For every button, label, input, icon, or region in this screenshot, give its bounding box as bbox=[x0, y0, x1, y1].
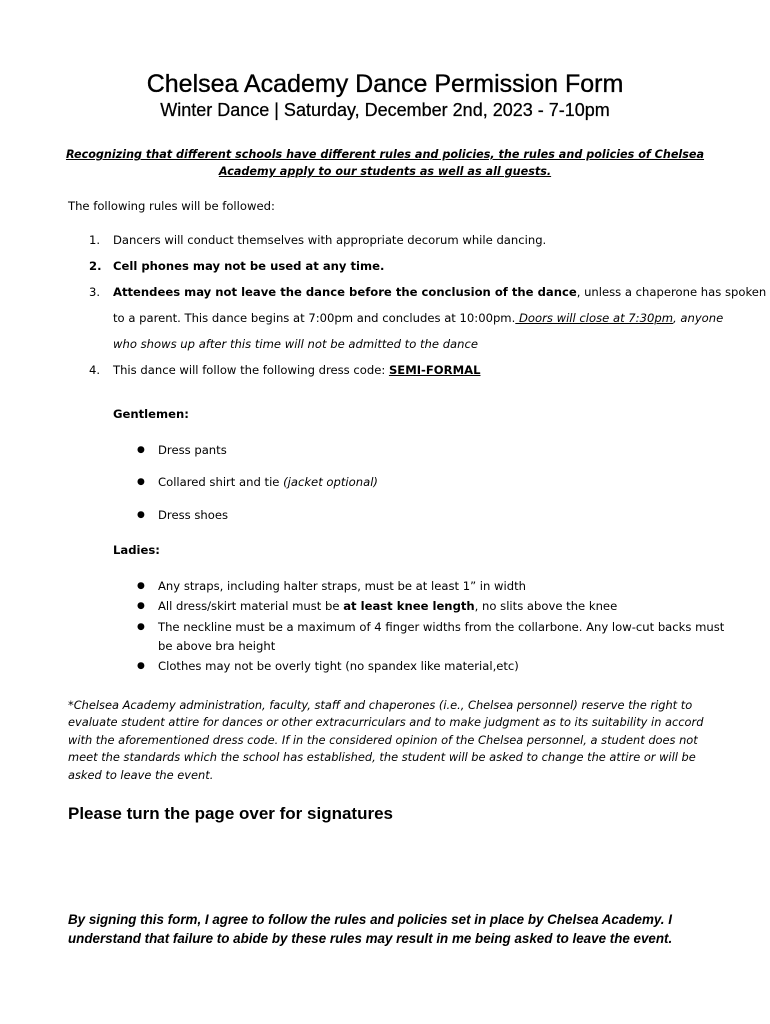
rule-2-number: 2. bbox=[89, 259, 102, 273]
bullet-icon: ● bbox=[137, 601, 145, 611]
gentlemen-item-2-text: Collared shirt and tie bbox=[158, 475, 284, 489]
rule-3-line-2 bbox=[113, 311, 723, 325]
rules-intro: The following rules will be followed: bbox=[68, 199, 275, 213]
rule-4-line bbox=[113, 363, 480, 377]
rule-1-text: Dancers will conduct themselves with appropriate decorum while dancing. bbox=[113, 233, 547, 247]
bullet-icon: ● bbox=[137, 581, 145, 591]
gentlemen-heading: Gentlemen: bbox=[113, 407, 189, 421]
rule-3-doors-close: Doors will close at 7:30pm bbox=[515, 311, 673, 325]
rule-3-line-1 bbox=[113, 285, 766, 299]
gentlemen-item-2 bbox=[158, 475, 378, 489]
ladies-item-2 bbox=[158, 599, 617, 613]
page-subtitle: Winter Dance | Saturday, December 2nd, 2023 - 7-10pm bbox=[160, 100, 610, 120]
policy-notice: Recognizing that different schools have different rules and policies, the rules and policies of Chelsea Academy apply to our students as well as all guests. bbox=[65, 148, 705, 178]
rule-3-bold: Attendees may not leave the dance before the conclusion of the dance bbox=[113, 285, 577, 299]
bullet-icon: ● bbox=[137, 622, 145, 632]
page-title: Chelsea Academy Dance Permission Form bbox=[146, 70, 624, 98]
rule-3-number: 3. bbox=[89, 285, 101, 299]
rule-3-rest: , unless a chaperone has spoken bbox=[576, 285, 767, 299]
gentlemen-item-1: Dress pants bbox=[158, 443, 227, 457]
ladies-item-2-c: , no slits above the knee bbox=[474, 599, 618, 613]
bullet-icon: ● bbox=[137, 661, 145, 671]
rule-4-number: 4. bbox=[89, 363, 101, 377]
bullet-icon: ● bbox=[137, 477, 145, 487]
ladies-heading: Ladies: bbox=[113, 543, 160, 557]
rule-2-text: Cell phones may not be used at any time. bbox=[113, 259, 385, 273]
ladies-item-1: Any straps, including halter straps, must be at least 1” in width bbox=[158, 579, 527, 593]
agreement-statement: By signing this form, I agree to follow the rules and policies set in place by Chelsea Academy. I understand that failure to abide by these rules may result in me being asked to leave the event. bbox=[68, 912, 673, 946]
dress-code-value: SEMI-FORMAL bbox=[388, 363, 481, 377]
rule-3-line-3: who shows up after this time will not be admitted to the dance bbox=[113, 337, 479, 351]
ladies-item-2-bold: at least knee length bbox=[343, 599, 475, 613]
rule-1-number: 1. bbox=[89, 233, 101, 247]
ladies-item-2-a: All dress/skirt material must be bbox=[158, 599, 344, 613]
gentlemen-item-3: Dress shoes bbox=[158, 508, 228, 522]
gentlemen-item-2-note: (jacket optional) bbox=[283, 475, 378, 489]
dress-code-disclaimer: *Chelsea Academy administration, faculty, staff and chaperones (i.e., Chelsea personnel) reserve the right to evaluate student attire for dances or other extracurriculars and to make judgment as to its suitability in accord with the aforementioned dress code. If in the considered opinion of the Chelsea personnel, a student does not meet the standards which the school has established, the student will be asked to change the attire or will be asked to leave the event. bbox=[68, 698, 704, 782]
rule-3-times: to a parent. This dance begins at 7:00pm and concludes at 10:00pm. bbox=[113, 311, 516, 325]
bullet-icon: ● bbox=[137, 445, 145, 455]
ladies-item-3-line-1: The neckline must be a maximum of 4 finger widths from the collarbone. Any low-cut backs must bbox=[158, 620, 725, 634]
rule-3-anyone: , anyone bbox=[673, 311, 724, 325]
turn-over-heading: Please turn the page over for signatures bbox=[68, 804, 393, 823]
bullet-icon: ● bbox=[137, 510, 145, 520]
rule-4-text: This dance will follow the following dress code: bbox=[113, 363, 389, 377]
ladies-item-3-line-2: be above bra height bbox=[158, 639, 276, 653]
ladies-item-4: Clothes may not be overly tight (no spandex like material,etc) bbox=[158, 659, 519, 673]
